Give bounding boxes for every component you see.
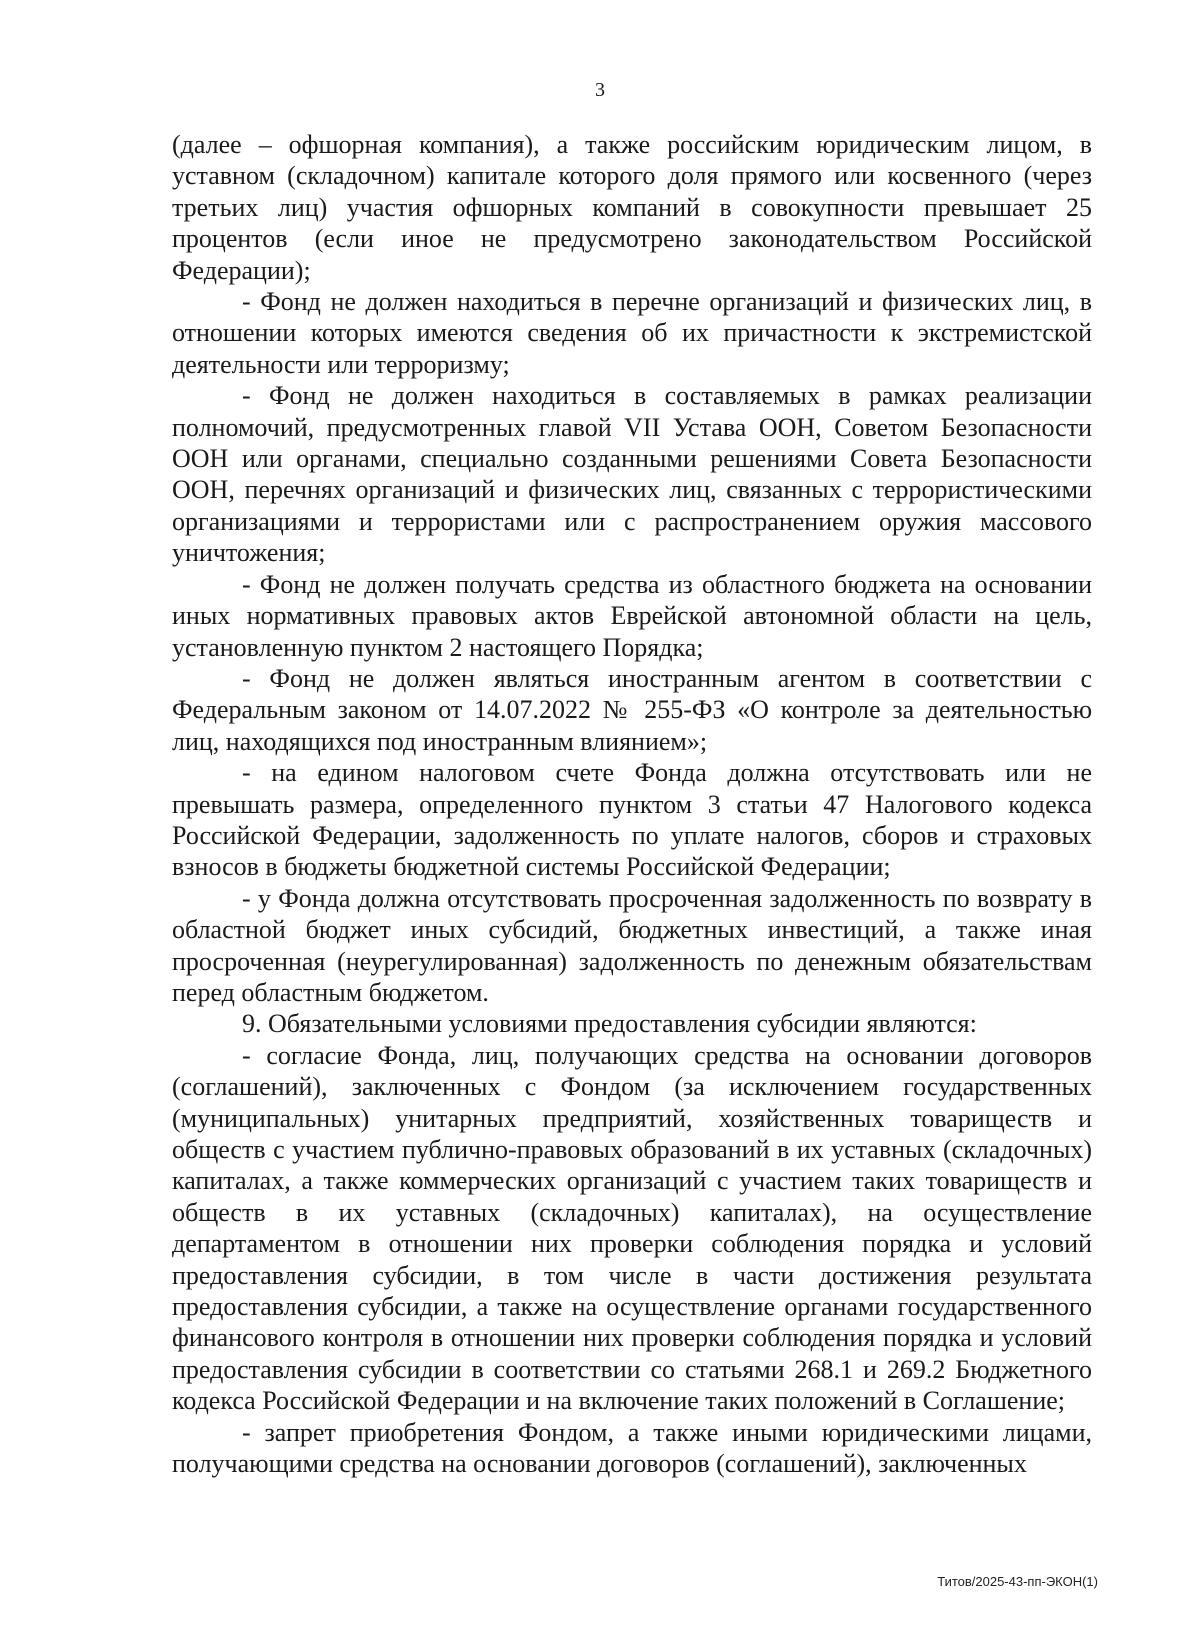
paragraph-foreign-agent: - Фонд не должен являться иностранным агентом в соответствии с Федеральным законом от 14.07.2022 № 255-ФЗ «О контроле за деятельностью лиц, находящихся под иностранным влиянием»;	[172, 663, 1092, 756]
paragraph-consent-to-audit: - согласие Фонда, лиц, получающих средства на основании договоров (соглашений), заключенных с Фондом (за исключением государственных (муниципальных) унитарных предприятий, хозяйственных товариществ и обществ с участием публично-правовых образований в их уставных (складочных) капиталах, а также коммерческих организаций с участием таких товариществ и обществ в их уставных (складочных) капиталах), на осуществление департаментом в отношении них проверки соблюдения порядка и условий предоставления субсидии, в том числе в части достижения результата предоставления субсидии, а также на осуществление органами государственного финансового контроля в отношении них проверки соблюдения порядка и условий предоставления субсидии в соответствии со статьями 268.1 и 269.2 Бюджетного кодекса Российской Федерации и на включение таких положений в Соглашение;	[172, 1040, 1092, 1416]
paragraph-extremism-list: - Фонд не должен находиться в перечне организаций и физических лиц, в отношении которых имеются сведения об их причастности к экстремистской деятельности или терроризму;	[172, 287, 1092, 379]
paragraph-section-9-heading: 9. Обязательными условиями предоставления субсидии являются:	[242, 1009, 977, 1039]
paragraph-overdue-debt: - у Фонда должна отсутствовать просроченная задолженность по возврату в областной бюджет иных субсидий, бюджетных инвестиций, а также иная просроченная (неурегулированная) задолженность по денежным обязательствам перед областным бюджетом.	[172, 883, 1092, 1007]
page-number: 3	[595, 79, 605, 101]
paragraph-no-other-budget-funds: - Фонд не должен получать средства из областного бюджета на основании иных нормативных правовых актов Еврейской автономной области на цель, установленную пунктом 2 настоящего Порядка;	[172, 569, 1092, 662]
document-body	[172, 129, 1092, 1479]
paragraph-un-sanctions-list: - Фонд не должен находиться в составляемых в рамках реализации полномочий, предусмотренных главой VII Устава ООН, Советом Безопасности ООН или органами, специально созданными решениями Совета Безопасности ООН, перечнях организаций и физических лиц, связанных с террористическими организациями и террористами или с распространением оружия массового уничтожения;	[172, 381, 1092, 568]
paragraph-tax-debt: - на едином налоговом счете Фонда должна отсутствовать или не превышать размера, определенного пунктом 3 статьи 47 Налогового кодекса Российской Федерации, задолженность по уплате налогов, сборов и страховых взносов в бюджеты бюджетной системы Российской Федерации;	[172, 758, 1092, 882]
paragraph-currency-purchase-ban: - запрет приобретения Фондом, а также иными юридическими лицами, получающими средства на основании договоров (соглашений), заключенных	[172, 1417, 1092, 1479]
document-footer-code: Титов/2025-43-пп-ЭКОН(1)	[937, 1574, 1098, 1589]
paragraph-offshore-continuation: (далее – офшорная компания), а также российским юридическим лицом, в уставном (складочном) капитале которого доля прямого или косвенного (через третьих лиц) участия офшорных компаний в совокупности превышает 25 процентов (если иное не предусмотрено законодательством Российской Федерации);	[172, 130, 1092, 285]
